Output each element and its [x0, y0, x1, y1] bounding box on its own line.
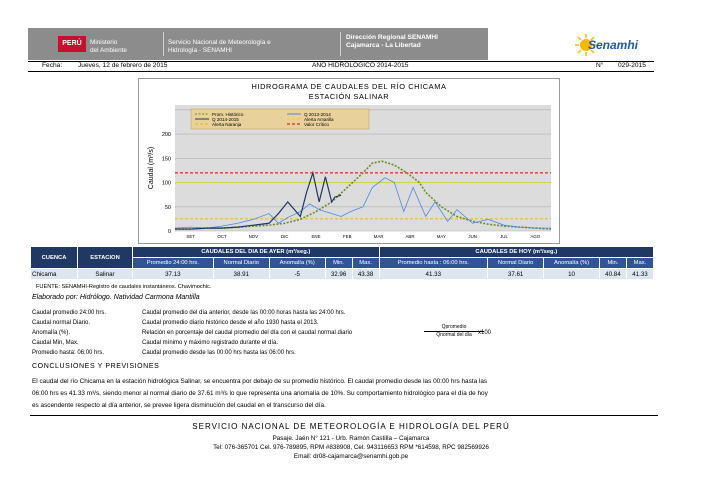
footer-title: SERVICIO NACIONAL DE METEOROLOGÍA E HIDROLOGÍA DEL PERÚ	[192, 422, 510, 431]
subheader: Min.	[325, 258, 352, 269]
x-tick-label: MAR	[373, 234, 384, 239]
table-cell: 37.61	[488, 269, 544, 280]
y-axis-label: Caudal (m³/s)	[148, 146, 155, 190]
legend-label: Q 2013-2014	[304, 111, 331, 117]
fecha-label: Fecha:	[42, 62, 63, 69]
y-tick-label: 50	[164, 204, 171, 211]
number-label: N°	[596, 62, 604, 69]
legend-label: Alerta Naranja	[212, 121, 242, 127]
subheader: Normal Diario	[213, 258, 269, 269]
formula-suffix: x100	[478, 330, 492, 336]
table-cell: 43.38	[352, 269, 379, 280]
y-tick-label: 100	[161, 180, 171, 187]
header-ayer: CAUDALES DEL DIA DE AYER (m³/seg.)	[133, 247, 380, 258]
report-number: 029-2015	[618, 62, 646, 69]
conclusions-paragraph: El caudal del río Chicama en la estación hidrológica Salinar, se encuentra por debajo de su promedio histórico. El caudal promedio desde las 00:00 hrs hasta las 06:00 hrs es 41.33 m³/s, siendo menor al normal diario de 37.61 m³/s lo que representa una anomalía de 10%. Su comportamiento hidrológico para el día de hoy es ascendente respecto al día anterior, se prevee ligera disminución del caudal en el transcurso del día.	[32, 378, 488, 409]
definition-desc: Caudal promedio diario histórico desde el año 1930 hasta el 2013.	[142, 320, 319, 326]
subheader: Promedio 24:00 hrs.	[133, 258, 214, 269]
ministerio-label: Ministerio del Ambiente	[90, 39, 127, 54]
hydrograph-chart	[138, 78, 560, 244]
table-cell: 41.33	[626, 269, 653, 280]
cell-estacion: Salinar	[78, 269, 133, 280]
x-tick-label: DIC	[280, 234, 289, 239]
x-tick-label: SET	[186, 234, 195, 239]
caudales-table	[30, 246, 654, 280]
definition-term: Promedio hasta: 06:00 hrs.	[32, 350, 105, 356]
subheader: Promedio hasta : 06:00 hrs.	[379, 258, 487, 269]
header-estacion: ESTACION	[78, 247, 133, 269]
definition-term: Anomalía (%).	[32, 330, 71, 336]
subheader: Max.	[626, 258, 653, 269]
legend-label: Q 2014-2015	[212, 116, 239, 122]
table-cell: 40.84	[599, 269, 626, 280]
definition-desc: Caudal mínimo y máximo registrado durante el día.	[142, 340, 279, 346]
legend-label: Prom. Histórico	[212, 111, 244, 117]
elaborado-por: Elaborado por: Hidrólogo. Natividad Carmona Mantilla	[32, 294, 200, 301]
definition-desc: Caudal promedio desde las 00:00 hrs hasta las 06:00 hrs.	[142, 350, 296, 356]
y-tick-label: 200	[161, 132, 171, 139]
subheader: Max.	[352, 258, 379, 269]
conclusions-title: CONCLUSIONES Y PREVISIONES	[32, 363, 160, 370]
hydrological-year: AÑO HIDROLOGICO 2014-2015	[312, 62, 409, 69]
table-cell: 37.13	[133, 269, 214, 280]
fecha-value: Jueves, 12 de febrero de 2015	[78, 62, 168, 69]
x-tick-label: JUN	[468, 234, 477, 239]
definition-desc: Caudal promedio del día anterior, desde las 00:00 horas hasta las 24:00 hrs.	[142, 310, 346, 316]
legend-label: Valor Crítico	[304, 121, 329, 127]
x-tick-label: ENE	[311, 234, 321, 239]
subheader: Anomalía (%)	[544, 258, 600, 269]
footer-phones: Tel: 076-365701 Cel. 976-789895, RPM #838908, Cel. 943116653 RPM *614598, RPC 982569926	[213, 444, 489, 451]
legend-label: Alerta Amarilla	[304, 116, 334, 122]
y-tick-label: 150	[161, 156, 171, 163]
subheader: Normal Diario	[488, 258, 544, 269]
subheader: Min.	[599, 258, 626, 269]
source-note: FUENTE: SENAMHI-Registro de caudales instantáneos. Chavimochic.	[36, 284, 212, 290]
x-tick-label: FEB	[343, 234, 352, 239]
servicio-label: Servicio Nacional de Meteorología e Hidrología - SENAMHI	[168, 39, 271, 54]
institution-header-bar	[28, 28, 488, 60]
definition-term: Caudal normal Diario.	[32, 320, 91, 326]
x-tick-label: NOV	[248, 234, 259, 239]
x-tick-label: MAY	[436, 234, 446, 239]
chart-plot-svg	[139, 79, 559, 243]
y-tick-label: 0	[167, 229, 171, 235]
anomaly-formula	[424, 324, 484, 339]
table-cell: 38.91	[213, 269, 269, 280]
table-cell: -5	[269, 269, 325, 280]
peru-flag-label: PERÚ	[58, 36, 86, 52]
table-cell: 41.33	[379, 269, 487, 280]
table-row	[31, 269, 654, 280]
cell-cuenca: Chicama	[31, 269, 78, 280]
footer-address: Pasaje. Jaén N° 121 - Urb. Ramón Castilla – Cajamarca	[272, 435, 430, 442]
x-tick-label: JUL	[500, 234, 508, 239]
table-cell: 32.96	[325, 269, 352, 280]
direccion-regional-label: Dirección Regional SENAMHI Cajamarca - La Libertad	[346, 34, 438, 49]
definition-term: Caudal Min, Max.	[32, 340, 79, 346]
x-tick-label: OCT	[217, 234, 227, 239]
subheader: Anomalía (%)	[269, 258, 325, 269]
x-tick-label: ABR	[405, 234, 415, 239]
table-cell: 10	[544, 269, 600, 280]
footer-email: Email: dr08-cajamarca@senamhi.gob.pe	[293, 453, 409, 460]
header-cuenca: CUENCA	[31, 247, 78, 269]
definition-term: Caudal promedio 24:00 hrs.	[32, 310, 107, 316]
chart-subtitle: ESTACIÓN SALINAR	[308, 92, 390, 101]
chart-title: HIDROGRAMA DE CAUDALES DEL RÍO CHICAMA	[251, 82, 447, 91]
definition-desc: Relación en porcentaje del caudal promedio del día con el caudal normal diario	[142, 330, 353, 336]
formula-numerator: Qpromedio	[424, 324, 484, 332]
header-hoy: CAUDALES DE HOY (m³/seg.)	[379, 247, 653, 258]
x-tick-label: AGO	[530, 234, 541, 239]
formula-denominator: Qnormal del día	[436, 332, 472, 338]
senamhi-logo: Senamhi	[588, 38, 639, 52]
